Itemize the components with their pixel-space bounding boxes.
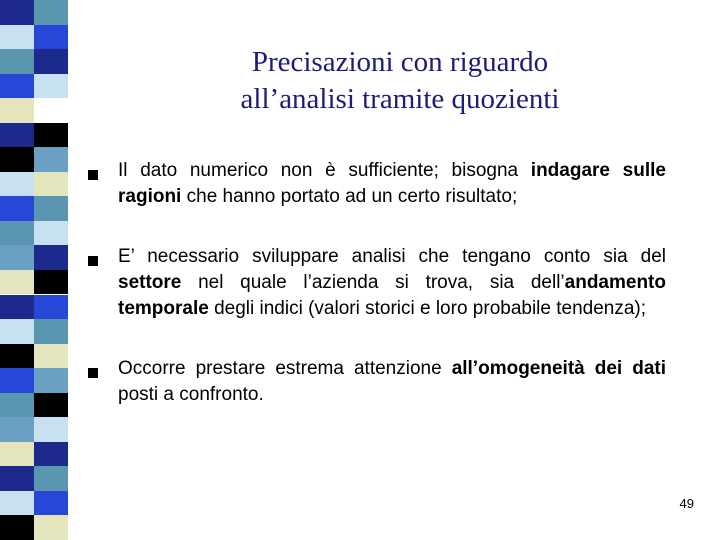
stripe-tile (34, 344, 68, 369)
stripe-tile (0, 49, 34, 74)
slide-title (170, 44, 630, 118)
stripe-tile (0, 123, 34, 148)
stripe-tile (34, 295, 68, 320)
stripe-tile (34, 491, 68, 516)
stripe-tile (34, 245, 68, 270)
bullet-item (86, 158, 666, 210)
stripe-tile (0, 0, 34, 25)
decorative-stripe (0, 0, 68, 540)
title-line-2: all’analisi tramite quozienti (240, 83, 560, 115)
stripe-tile (34, 368, 68, 393)
stripe-tile (34, 172, 68, 197)
square-bullet-icon (88, 368, 98, 378)
stripe-tile (0, 393, 34, 418)
bullet-text: Occorre prestare estrema attenzione all’omogeneità dei dati posti a confronto. (118, 358, 666, 405)
bullet-list (86, 158, 666, 442)
stripe-tile (0, 295, 34, 320)
stripe-tile (0, 417, 34, 442)
square-bullet-icon (88, 256, 98, 266)
bullet-item (86, 356, 666, 408)
stripe-tile (0, 491, 34, 516)
bullet-item (86, 244, 666, 322)
stripe-tile (34, 442, 68, 467)
stripe-tile (34, 98, 68, 123)
stripe-tile (0, 442, 34, 467)
stripe-tile (34, 25, 68, 50)
stripe-tile (0, 147, 34, 172)
page-number: 49 (679, 496, 694, 511)
bullet-text: E’ necessario sviluppare analisi che tengano conto sia del settore nel quale l’azienda si trova, sia dell’andamento temporale degli indici (valori storici e loro probabile tendenza); (118, 246, 666, 319)
stripe-tile (0, 319, 34, 344)
stripe-tile (34, 221, 68, 246)
stripe-tile (34, 49, 68, 74)
stripe-tile (34, 147, 68, 172)
stripe-tile (0, 466, 34, 491)
stripe-tile (0, 368, 34, 393)
stripe-tile (0, 515, 34, 540)
stripe-tile (0, 270, 34, 295)
stripe-tile (34, 515, 68, 540)
stripe-tile (0, 25, 34, 50)
stripe-tile (0, 172, 34, 197)
stripe-tile (34, 417, 68, 442)
stripe-tile (0, 344, 34, 369)
stripe-tile (34, 466, 68, 491)
stripe-tile (34, 270, 68, 295)
stripe-tile (0, 221, 34, 246)
stripe-tile (0, 74, 34, 99)
bullet-text: Il dato numerico non è sufficiente; bisogna indagare sulle ragioni che hanno portato ad un certo risultato; (118, 160, 666, 207)
stripe-tile (34, 0, 68, 25)
stripe-tile (34, 196, 68, 221)
title-line-1: Precisazioni con riguardo (251, 46, 549, 78)
stripe-tile (34, 123, 68, 148)
stripe-tile (34, 393, 68, 418)
square-bullet-icon (88, 170, 98, 180)
stripe-tile (34, 74, 68, 99)
stripe-tile (0, 196, 34, 221)
stripe-tile (0, 245, 34, 270)
stripe-tile (0, 98, 34, 123)
stripe-tile (34, 319, 68, 344)
